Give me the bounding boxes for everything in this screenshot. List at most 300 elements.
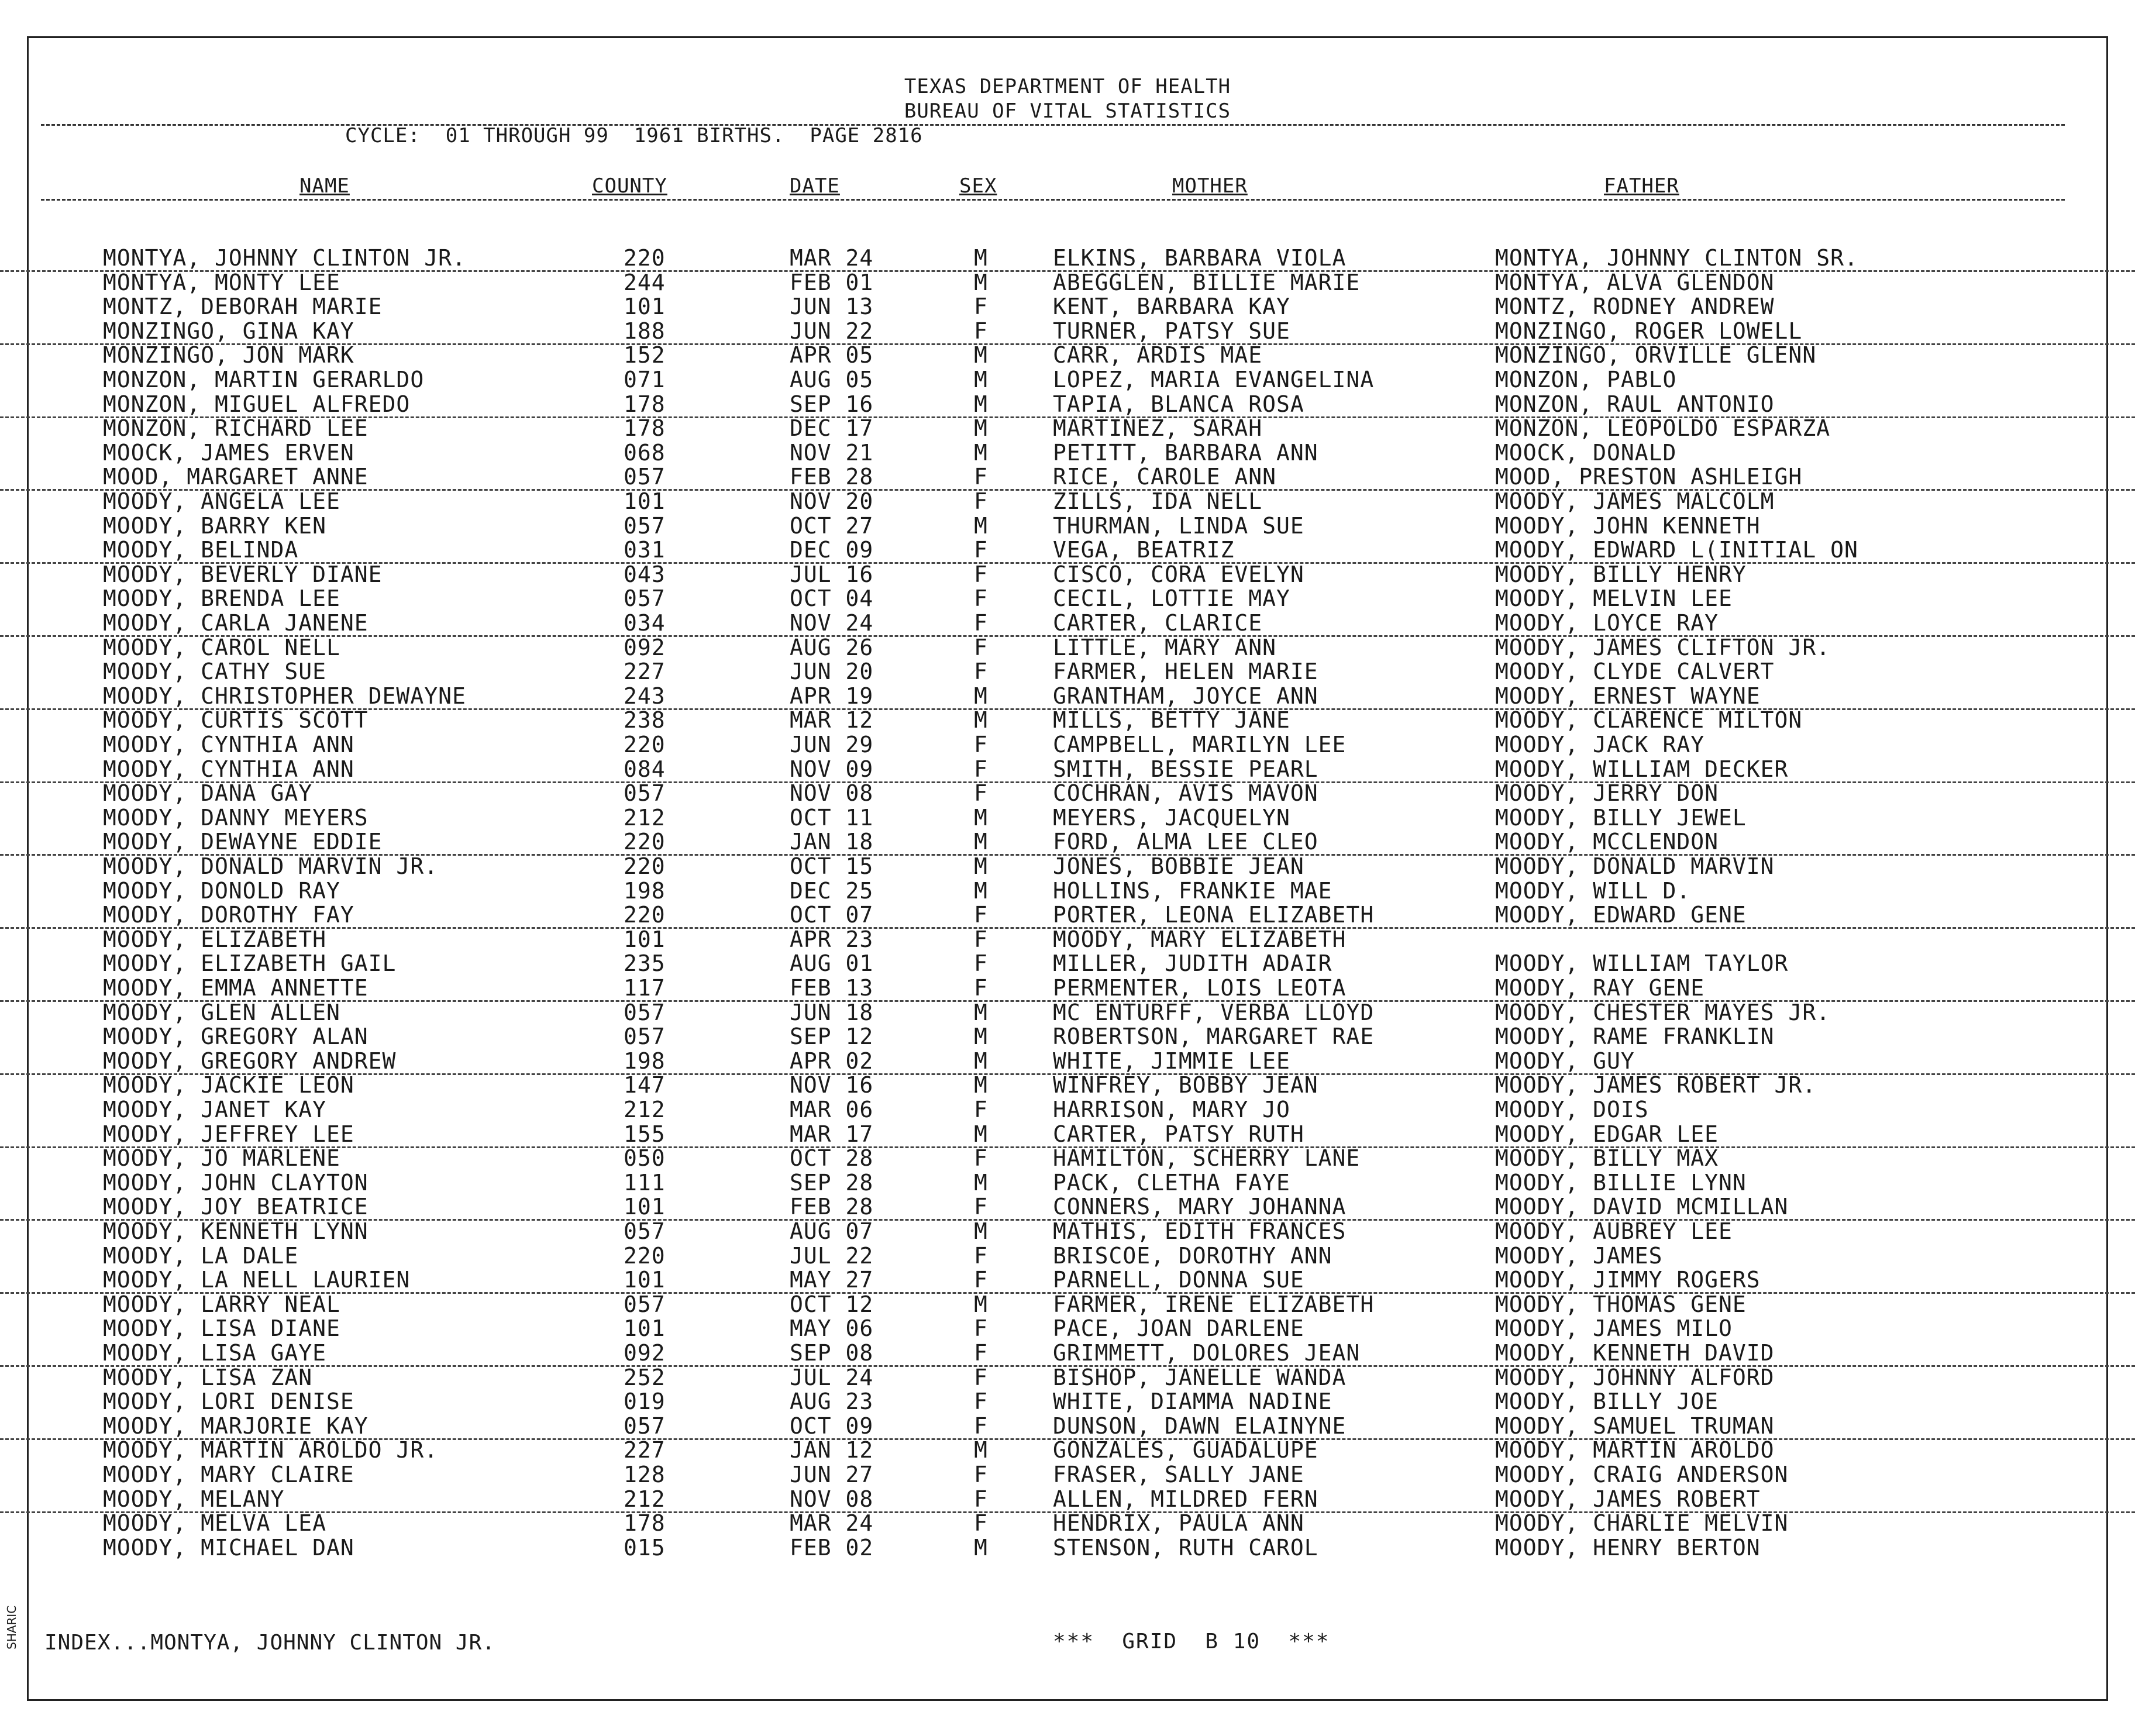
cell-county: 178 (624, 391, 666, 417)
cell-mother: PACK, CLETHA FAYE (1053, 1169, 1290, 1196)
table-row (0, 1146, 2135, 1170)
cell-name: MOOD, MARGARET ANNE (103, 464, 369, 490)
cell-sex: F (974, 1462, 988, 1487)
cell-sex: M (974, 512, 988, 539)
table-row (0, 586, 2135, 611)
column-header-sex: SEX (959, 174, 997, 198)
table-row (0, 319, 2135, 345)
cell-county: 015 (624, 1534, 666, 1561)
cell-sex: M (974, 439, 988, 466)
cell-sex: M (974, 1048, 988, 1074)
cell-father: MOOD, PRESTON ASHLEIGH (1495, 464, 1803, 490)
table-row (0, 514, 2135, 538)
cell-mother: HAMILTON, SCHERRY LANE (1053, 1145, 1361, 1172)
table-row (0, 1267, 2135, 1294)
cell-county: 212 (624, 1486, 666, 1512)
cell-county: 244 (624, 269, 666, 295)
cell-mother: TURNER, PATSY SUE (1053, 318, 1290, 344)
cell-mother: PACE, JOAN DARLENE (1053, 1315, 1304, 1342)
cell-sex: M (974, 367, 988, 392)
cell-father: MOODY, LOYCE RAY (1495, 610, 1719, 636)
table-row (0, 489, 2135, 514)
cell-county: 111 (624, 1169, 666, 1196)
table-row (0, 1219, 2135, 1244)
cell-date: SEP 28 (790, 1169, 874, 1196)
bureau-title: BUREAU OF VITAL STATISTICS (904, 99, 1231, 123)
cell-date: APR 19 (790, 683, 874, 709)
cell-name: MOODY, CURTIS SCOTT (103, 707, 369, 733)
cell-father: MOODY, EDWARD GENE (1495, 902, 1747, 928)
table-row (0, 538, 2135, 564)
cell-sex: F (974, 1315, 988, 1342)
cell-name: MOODY, MELANY (103, 1486, 285, 1512)
cell-name: MOODY, CARLA JANENE (103, 610, 369, 636)
cell-mother: FORD, ALMA LEE CLEO (1053, 829, 1318, 855)
cell-name: MOODY, GREGORY ANDREW (103, 1048, 397, 1074)
cell-date: NOV 08 (790, 1486, 874, 1512)
cell-date: JUN 18 (790, 999, 874, 1025)
cell-father: MOODY, SAMUEL TRUMAN (1495, 1413, 1775, 1439)
cell-father: MOODY, JERRY DON (1495, 780, 1719, 807)
cell-sex: M (974, 391, 988, 417)
table-row (0, 1535, 2135, 1560)
table-row (0, 635, 2135, 660)
table-row (0, 246, 2135, 272)
table-row (0, 1316, 2135, 1341)
cell-name: MOODY, DEWAYNE EDDIE (103, 829, 383, 855)
cell-mother: CARTER, PATSY RUTH (1053, 1121, 1304, 1147)
cell-date: APR 02 (790, 1048, 874, 1074)
cell-sex: F (974, 950, 988, 977)
cell-county: 178 (624, 415, 666, 442)
cell-father: MOODY, CHARLIE MELVIN (1495, 1510, 1789, 1537)
cell-mother: FARMER, HELEN MARIE (1053, 659, 1318, 685)
cell-father: MOODY, WILLIAM DECKER (1495, 756, 1789, 782)
table-row (0, 1341, 2135, 1367)
cell-sex: M (974, 1218, 988, 1244)
table-row (0, 1292, 2135, 1317)
cell-date: SEP 08 (790, 1340, 874, 1366)
cell-father: MOODY, WILL D. (1495, 877, 1691, 904)
cell-date: AUG 07 (790, 1218, 874, 1244)
cell-county: 101 (624, 1315, 666, 1342)
table-row (0, 1122, 2135, 1148)
cell-sex: M (974, 683, 988, 709)
cell-name: MOODY, GLEN ALLEN (103, 999, 340, 1025)
cell-name: MOODY, LISA DIANE (103, 1315, 340, 1342)
cell-name: MOODY, LARRY NEAL (103, 1291, 340, 1317)
cell-name: MOODY, DONOLD RAY (103, 877, 340, 904)
cell-date: AUG 23 (790, 1389, 874, 1415)
cell-father: MOODY, BILLY MAX (1495, 1145, 1719, 1172)
cell-mother: RICE, CAROLE ANN (1053, 464, 1277, 490)
cell-father: MONTYA, JOHNNY CLINTON SR. (1495, 245, 1858, 271)
cell-mother: GRANTHAM, JOYCE ANN (1053, 683, 1318, 709)
cell-name: MONZINGO, JON MARK (103, 342, 354, 368)
cell-sex: F (974, 659, 988, 685)
cell-sex: F (974, 732, 988, 757)
cell-sex: F (974, 1267, 988, 1293)
cell-county: 128 (624, 1462, 666, 1487)
table-row (0, 1097, 2135, 1122)
cell-name: MONZON, MARTIN GERARLDO (103, 367, 425, 392)
cell-county: 147 (624, 1072, 666, 1098)
cell-sex: F (974, 1097, 988, 1122)
cell-date: JUN 27 (790, 1462, 874, 1487)
column-divider (41, 199, 2065, 201)
cell-father: MONZON, LEOPOLDO ESPARZA (1495, 415, 1831, 442)
cell-date: OCT 12 (790, 1291, 874, 1317)
cell-county: 057 (624, 464, 666, 490)
cell-county: 220 (624, 245, 666, 271)
cell-father: MOODY, RAY GENE (1495, 975, 1705, 1001)
cell-name: MOODY, LISA ZAN (103, 1364, 313, 1390)
table-row (0, 1024, 2135, 1049)
table-row (0, 708, 2135, 732)
cell-county: 117 (624, 975, 666, 1001)
cell-county: 220 (624, 1242, 666, 1269)
cell-father: MOODY, DONALD MARVIN (1495, 853, 1775, 879)
cell-sex: M (974, 1169, 988, 1196)
cell-county: 057 (624, 1024, 666, 1050)
cell-date: AUG 26 (790, 634, 874, 660)
cell-county: 238 (624, 707, 666, 733)
cell-mother: SMITH, BESSIE PEARL (1053, 756, 1318, 782)
cell-sex: F (974, 780, 988, 807)
cell-county: 220 (624, 853, 666, 879)
cell-sex: M (974, 1291, 988, 1317)
cycle-line: CYCLE: 01 THROUGH 99 1961 BIRTHS. PAGE 2816 (345, 124, 923, 147)
cell-county: 057 (624, 1291, 666, 1317)
cell-name: MOODY, ANGELA LEE (103, 488, 340, 514)
cell-name: MOODY, BARRY KEN (103, 512, 327, 539)
table-row (0, 1414, 2135, 1440)
table-row (0, 416, 2135, 440)
cell-mother: HOLLINS, FRANKIE MAE (1053, 877, 1332, 904)
cell-sex: F (974, 1340, 988, 1366)
cell-county: 092 (624, 1340, 666, 1366)
cell-father: MOODY, CLYDE CALVERT (1495, 659, 1775, 685)
cell-county: 057 (624, 512, 666, 539)
cell-name: MOODY, MELVA LEA (103, 1510, 327, 1537)
index-label: INDEX...MONTYA, JOHNNY CLINTON JR. (44, 1631, 495, 1655)
cell-mother: CISCO, CORA EVELYN (1053, 561, 1304, 587)
cell-mother: TAPIA, BLANCA ROSA (1053, 391, 1304, 417)
cell-father: MOODY, JACK RAY (1495, 732, 1705, 757)
cell-date: NOV 24 (790, 610, 874, 636)
cell-mother: BRISCOE, DOROTHY ANN (1053, 1242, 1332, 1269)
cell-county: 198 (624, 877, 666, 904)
cell-mother: STENSON, RUTH CAROL (1053, 1534, 1318, 1561)
cell-county: 220 (624, 732, 666, 757)
cell-sex: F (974, 318, 988, 344)
cell-date: JUN 29 (790, 732, 874, 757)
cell-mother: LITTLE, MARY ANN (1053, 634, 1277, 660)
cell-mother: KENT, BARBARA KAY (1053, 294, 1290, 320)
cell-name: MOODY, JOY BEATRICE (103, 1194, 369, 1220)
table-row (0, 343, 2135, 367)
cell-sex: F (974, 610, 988, 636)
cell-father: MOODY, CLARENCE MILTON (1495, 707, 1803, 733)
cell-date: JUL 16 (790, 561, 874, 587)
cell-county: 101 (624, 294, 666, 320)
cell-sex: F (974, 537, 988, 563)
table-row (0, 562, 2135, 587)
cell-mother: CARR, ARDIS MAE (1053, 342, 1263, 368)
cell-mother: WHITE, DIAMMA NADINE (1053, 1389, 1332, 1415)
cell-father: MOODY, AUBREY LEE (1495, 1218, 1733, 1244)
cell-county: 101 (624, 1194, 666, 1220)
cell-mother: FARMER, IRENE ELIZABETH (1053, 1291, 1375, 1317)
cell-date: DEC 09 (790, 537, 874, 563)
department-title: TEXAS DEPARTMENT OF HEALTH (904, 75, 1231, 98)
table-row (0, 1000, 2135, 1025)
cell-father: MOODY, JAMES ROBERT (1495, 1486, 1761, 1512)
cell-sex: F (974, 1242, 988, 1269)
cell-name: MOODY, LA NELL LAURIEN (103, 1267, 411, 1293)
cell-sex: F (974, 1145, 988, 1172)
cell-date: MAR 12 (790, 707, 874, 733)
cell-sex: F (974, 756, 988, 782)
cell-date: OCT 27 (790, 512, 874, 539)
cell-name: MOOCK, JAMES ERVEN (103, 439, 354, 466)
cell-name: MOODY, CHRISTOPHER DEWAYNE (103, 683, 466, 709)
cell-county: 220 (624, 829, 666, 855)
cell-mother: ZILLS, IDA NELL (1053, 488, 1263, 514)
cell-date: MAR 24 (790, 245, 874, 271)
cell-father: MOODY, DOIS (1495, 1097, 1649, 1122)
table-row (0, 1389, 2135, 1414)
cell-date: MAY 27 (790, 1267, 874, 1293)
table-row (0, 732, 2135, 757)
cell-mother: CARTER, CLARICE (1053, 610, 1263, 636)
cell-name: MONTYA, JOHNNY CLINTON JR. (103, 245, 466, 271)
cell-date: NOV 16 (790, 1072, 874, 1098)
table-row (0, 879, 2135, 903)
cell-father: MOODY, BILLY JEWEL (1495, 804, 1747, 831)
cell-father: MONTYA, ALVA GLENDON (1495, 269, 1775, 295)
cell-sex: M (974, 999, 988, 1025)
cell-date: AUG 05 (790, 367, 874, 392)
cell-date: FEB 02 (790, 1534, 874, 1561)
cell-name: MOODY, ELIZABETH (103, 926, 327, 952)
cell-name: MOODY, JOHN CLAYTON (103, 1169, 369, 1196)
cell-sex: M (974, 245, 988, 271)
cell-mother: PARNELL, DONNA SUE (1053, 1267, 1304, 1293)
cell-name: MOODY, DANNY MEYERS (103, 804, 369, 831)
table-row (0, 1511, 2135, 1535)
cell-name: MONTZ, DEBORAH MARIE (103, 294, 383, 320)
cell-date: AUG 01 (790, 950, 874, 977)
cell-county: 178 (624, 1510, 666, 1537)
cell-father: MOODY, EDGAR LEE (1495, 1121, 1719, 1147)
cell-name: MOODY, MICHAEL DAN (103, 1534, 354, 1561)
table-row (0, 1170, 2135, 1195)
cell-father: MOODY, DAVID MCMILLAN (1495, 1194, 1789, 1220)
cell-date: FEB 13 (790, 975, 874, 1001)
cell-county: 235 (624, 950, 666, 977)
cell-sex: F (974, 1486, 988, 1512)
cell-mother: THURMAN, LINDA SUE (1053, 512, 1304, 539)
cell-father: MOODY, CRAIG ANDERSON (1495, 1462, 1789, 1487)
cell-name: MONZON, MIGUEL ALFREDO (103, 391, 411, 417)
cell-date: FEB 01 (790, 269, 874, 295)
cell-name: MOODY, CYNTHIA ANN (103, 732, 354, 757)
cell-mother: HENDRIX, PAULA ANN (1053, 1510, 1304, 1537)
table-row (0, 903, 2135, 929)
cell-name: MOODY, CAROL NELL (103, 634, 340, 660)
cell-father: MONZINGO, ORVILLE GLENN (1495, 342, 1817, 368)
table-row (0, 976, 2135, 1002)
cell-mother: JONES, BOBBIE JEAN (1053, 853, 1304, 879)
cell-county: 057 (624, 999, 666, 1025)
cell-sex: F (974, 634, 988, 660)
cell-sex: F (974, 902, 988, 928)
cell-mother: ELKINS, BARBARA VIOLA (1053, 245, 1347, 271)
cell-county: 101 (624, 1267, 666, 1293)
cell-county: 019 (624, 1389, 666, 1415)
cell-mother: CAMPBELL, MARILYN LEE (1053, 732, 1347, 757)
table-row (0, 1049, 2135, 1075)
cell-sex: F (974, 585, 988, 612)
cell-mother: COCHRAN, AVIS MAVON (1053, 780, 1318, 807)
cell-sex: M (974, 1534, 988, 1561)
cell-father: MOODY, MELVIN LEE (1495, 585, 1733, 612)
cell-name: MONZINGO, GINA KAY (103, 318, 354, 344)
cell-mother: FRASER, SALLY JANE (1053, 1462, 1304, 1487)
cell-sex: F (974, 464, 988, 490)
cell-county: 057 (624, 780, 666, 807)
cell-sex: F (974, 561, 988, 587)
cell-name: MOODY, JANET KAY (103, 1097, 327, 1122)
cell-county: 243 (624, 683, 666, 709)
table-row (0, 464, 2135, 491)
cell-mother: LOPEZ, MARIA EVANGELINA (1053, 367, 1375, 392)
cell-county: 034 (624, 610, 666, 636)
cell-date: MAR 06 (790, 1097, 874, 1122)
table-row (0, 684, 2135, 710)
cell-date: SEP 12 (790, 1024, 874, 1050)
cell-name: MONZON, RICHARD LEE (103, 415, 369, 442)
cell-mother: DUNSON, DAWN ELAINYNE (1053, 1413, 1347, 1439)
cell-name: MOODY, BEVERLY DIANE (103, 561, 383, 587)
cell-name: MOODY, DOROTHY FAY (103, 902, 354, 928)
cell-county: 227 (624, 659, 666, 685)
cell-sex: M (974, 1072, 988, 1098)
cell-father: MOODY, BILLIE LYNN (1495, 1169, 1747, 1196)
cell-date: MAY 06 (790, 1315, 874, 1342)
cell-date: JUN 20 (790, 659, 874, 685)
cell-mother: MILLS, BETTY JANE (1053, 707, 1290, 733)
cell-county: 220 (624, 902, 666, 928)
cell-sex: M (974, 877, 988, 904)
cell-name: MOODY, JACKIE LEON (103, 1072, 354, 1098)
table-row (0, 1462, 2135, 1487)
cell-sex: M (974, 1121, 988, 1147)
cell-mother: MC ENTURFF, VERBA LLOYD (1053, 999, 1375, 1025)
cell-date: JUN 22 (790, 318, 874, 344)
cell-father: MOODY, KENNETH DAVID (1495, 1340, 1775, 1366)
table-row (0, 611, 2135, 637)
cell-father: MOODY, JAMES CLIFTON JR. (1495, 634, 1831, 660)
cell-father: MOODY, ERNEST WAYNE (1495, 683, 1761, 709)
cell-name: MOODY, LORI DENISE (103, 1389, 354, 1415)
cell-father: MONZON, PABLO (1495, 367, 1677, 392)
table-row (0, 1487, 2135, 1513)
cell-father: MOODY, JAMES (1495, 1242, 1663, 1269)
cell-father: MOODY, THOMAS GENE (1495, 1291, 1747, 1317)
cell-father: MOODY, BILLY JOE (1495, 1389, 1719, 1415)
cell-sex: M (974, 342, 988, 368)
table-row (0, 1438, 2135, 1462)
cell-name: MOODY, MARJORIE KAY (103, 1413, 369, 1439)
cell-sex: M (974, 804, 988, 831)
column-header-father: FATHER (1604, 174, 1679, 198)
cell-mother: BISHOP, JANELLE WANDA (1053, 1364, 1347, 1390)
cell-mother: WINFREY, BOBBY JEAN (1053, 1072, 1318, 1098)
cell-sex: M (974, 707, 988, 733)
header-divider (41, 124, 2065, 126)
cell-county: 152 (624, 342, 666, 368)
cell-name: MOODY, BRENDA LEE (103, 585, 340, 612)
cell-mother: HARRISON, MARY JO (1053, 1097, 1290, 1122)
cell-sex: M (974, 415, 988, 442)
cell-name: MOODY, LA DALE (103, 1242, 299, 1269)
table-row (0, 1073, 2135, 1097)
cell-father: MOODY, JIMMY ROGERS (1495, 1267, 1761, 1293)
cell-mother: PORTER, LEONA ELIZABETH (1053, 902, 1375, 928)
cell-sex: F (974, 1389, 988, 1415)
cell-sex: M (974, 829, 988, 855)
cell-date: JUN 13 (790, 294, 874, 320)
cell-sex: F (974, 975, 988, 1001)
cell-date: OCT 28 (790, 1145, 874, 1172)
cell-sex: F (974, 294, 988, 320)
cell-county: 057 (624, 1413, 666, 1439)
cell-name: MOODY, MARTIN AROLDO JR. (103, 1437, 439, 1463)
cell-name: MOODY, JEFFREY LEE (103, 1121, 354, 1147)
cell-mother: PETITT, BARBARA ANN (1053, 439, 1318, 466)
cell-date: OCT 07 (790, 902, 874, 928)
cell-father: MOODY, RAME FRANKLIN (1495, 1024, 1775, 1050)
cell-father: MOODY, EDWARD L(INITIAL ON (1495, 537, 1858, 563)
cell-county: 227 (624, 1437, 666, 1463)
cell-county: 050 (624, 1145, 666, 1172)
grid-label: *** GRID B 10 *** (1053, 1630, 1330, 1654)
cell-county: 057 (624, 585, 666, 612)
table-row (0, 659, 2135, 684)
cell-sex: M (974, 1437, 988, 1463)
cell-name: MOODY, MARY CLAIRE (103, 1462, 354, 1487)
cell-mother: VEGA, BEATRIZ (1053, 537, 1235, 563)
cell-father: MOODY, JOHNNY ALFORD (1495, 1364, 1775, 1390)
cell-mother: MOODY, MARY ELIZABETH (1053, 926, 1347, 952)
table-row (0, 805, 2135, 830)
table-row (0, 1244, 2135, 1268)
cell-date: NOV 21 (790, 439, 874, 466)
table-row (0, 854, 2135, 879)
cell-county: 252 (624, 1364, 666, 1390)
cell-name: MOODY, ELIZABETH GAIL (103, 950, 397, 977)
cell-father: MONTZ, RODNEY ANDREW (1495, 294, 1775, 320)
cell-father: MONZON, RAUL ANTONIO (1495, 391, 1775, 417)
table-row (0, 270, 2135, 295)
side-tag: SHARIC (5, 1605, 19, 1649)
cell-county: 092 (624, 634, 666, 660)
cell-father: MOODY, GUY (1495, 1048, 1635, 1074)
cell-date: FEB 28 (790, 464, 874, 490)
cell-date: DEC 25 (790, 877, 874, 904)
